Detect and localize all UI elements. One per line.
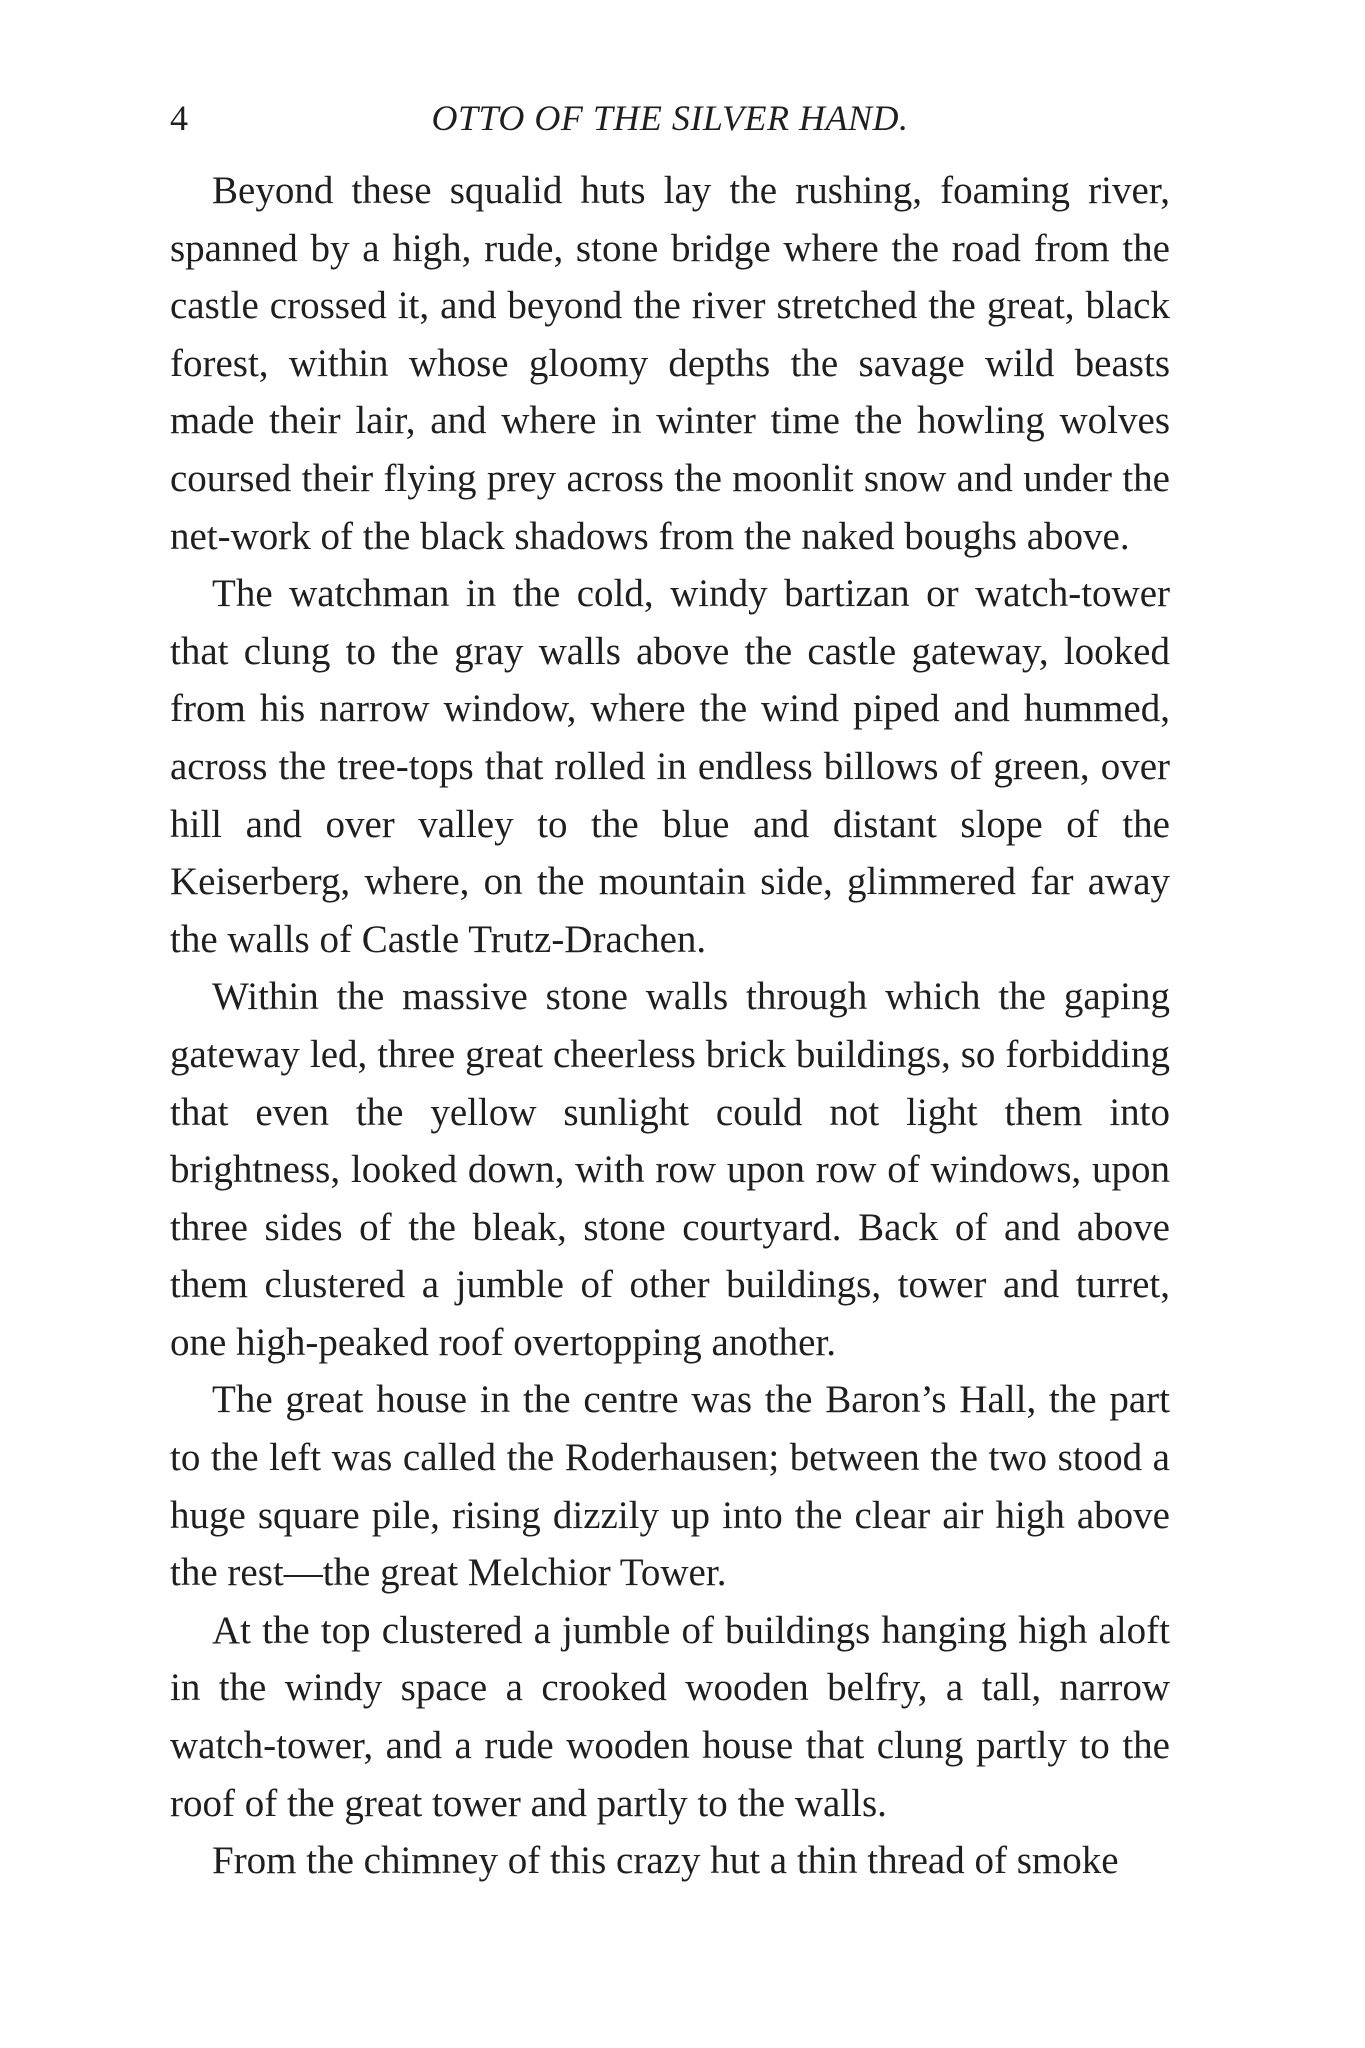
page-number: 4 (170, 98, 188, 138)
paragraph: At the top clustered a jumble of buildings hanging high aloft in the windy space a crooked wooden belfry, a tall, narrow watch-tower, and a rude wooden house that clung partly to the roof of the great tower and partly to the walls. (170, 1608, 1170, 1825)
paragraph: Within the massive stone walls through which the gaping gateway led, three great cheerless brick buildings, so forbidding that even the yellow sunlight could not light them into brightness, looked down, with row upon row of windows, upon three sides of the bleak, stone courtyard. Back of and above them clustered a jumble of other buildings, tower and turret, one high-peaked roof overtopping another. (170, 975, 1170, 1364)
running-head (170, 96, 1170, 140)
paragraph: The watchman in the cold, windy bartizan or watch-tower that clung to the gray walls above the castle gateway, looked from his narrow window, where the wind piped and hummed, across the tree-tops that rolled in endless billows of green, over hill and over valley to the blue and distant slope of the Keiserberg, where, on the mountain side, glimmered far away the walls of Castle Trutz-Drachen. (170, 572, 1170, 961)
running-title: OTTO OF THE SILVER HAND. (431, 98, 909, 138)
paragraph: Beyond these squalid huts lay the rushing, foaming river, spanned by a high, rude, stone bridge where the road from the castle crossed it, and beyond the river stretched the great, black forest, within whose gloomy depths the savage wild beasts made their lair, and where in winter time the howling wolves coursed their flying prey across the moonlit snow and under the net-work of the black shadows from the naked boughs above. (170, 169, 1170, 558)
paragraph: The great house in the centre was the Baron’s Hall, the part to the left was called the Roderhausen; between the two stood a huge square pile, rising dizzily up into the clear air high above the rest—the great Melchior Tower. (170, 1378, 1170, 1595)
text-body (170, 162, 1170, 1890)
paragraph: From the chimney of this crazy hut a thin thread of smoke (212, 1839, 1119, 1883)
